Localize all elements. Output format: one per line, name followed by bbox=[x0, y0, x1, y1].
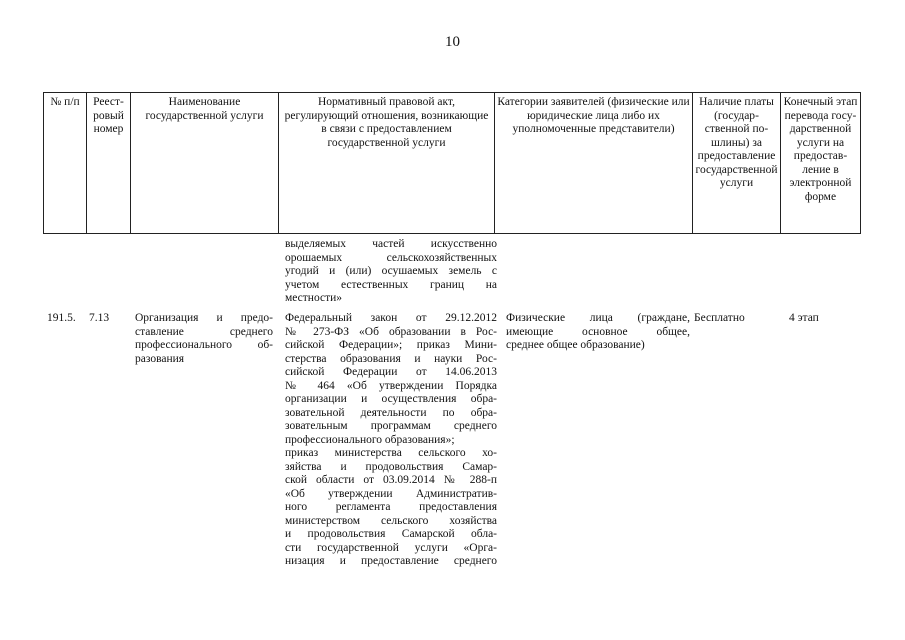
continuation-text bbox=[285, 238, 497, 306]
legal-act-line: № 464 «Об утверждении Порядка bbox=[285, 379, 497, 392]
legal-act-line: профессионального образования»; bbox=[285, 433, 455, 446]
legal-act-line: зяйства и продовольствия Самар- bbox=[285, 460, 497, 473]
continuation-line: местности» bbox=[285, 292, 343, 304]
row-legal-act bbox=[285, 312, 497, 569]
row-service-name bbox=[135, 312, 273, 366]
header-number: № п/п bbox=[44, 93, 87, 234]
legal-act-line: и продовольствия Самарской обла- bbox=[285, 528, 497, 540]
row-registry-number: 7.13 bbox=[89, 312, 110, 324]
service-name-line: Организация и предо- bbox=[135, 312, 273, 324]
header-fee: Наличие платы (государственной пошлины) за предоставление государственной услуги bbox=[693, 93, 781, 234]
applicant-line: Физические лица (граждане, bbox=[506, 312, 690, 324]
page-number: 10 bbox=[445, 34, 460, 50]
service-name-line: ставление среднего bbox=[135, 325, 273, 338]
applicant-line: среднее общее образование) bbox=[506, 339, 645, 351]
legal-act-line: «Об утверждении Административ- bbox=[285, 487, 497, 500]
legal-act-line: стерства образования и науки Рос- bbox=[285, 352, 497, 365]
service-name-line: разования bbox=[135, 352, 185, 365]
legal-act-line: сийской Федерации от 14.06.2013 bbox=[285, 366, 497, 378]
legal-act-line: сийской Федерации»; приказ Мини- bbox=[285, 339, 497, 351]
row-applicant-categories bbox=[506, 312, 690, 353]
legal-act-line: министерством сельского хозяйства bbox=[285, 514, 497, 527]
continuation-line: угодий и (или) осушаемых земель с bbox=[285, 265, 497, 277]
header-final-stage: Конечный этап перевода государственной услуги на предоставление в электронной форме bbox=[781, 93, 861, 234]
continuation-line: выделяемых частей искусственно bbox=[285, 238, 497, 250]
continuation-line: орошаемых сельскохозяйственных bbox=[285, 251, 497, 264]
table-body bbox=[43, 238, 860, 640]
continuation-line: учетом естественных границ на bbox=[285, 278, 497, 291]
legal-act-line: сти государственной услуги «Орга- bbox=[285, 541, 497, 554]
legal-act-line: зовательным программам среднего bbox=[285, 420, 497, 432]
legal-act-line: ного регламента предоставления bbox=[285, 501, 497, 513]
legal-act-line: низация и предоставление среднего bbox=[285, 555, 497, 567]
applicant-line: имеющие основное общее, bbox=[506, 325, 690, 338]
legal-act-line: зовательной деятельности по обра- bbox=[285, 406, 497, 419]
header-legal-act: Нормативный правовой акт, регулирующий отношения, возникающие в связи с предоставлением государственной услуги bbox=[279, 93, 495, 234]
legal-act-line: приказ министерства сельского хо- bbox=[285, 447, 497, 459]
legal-act-line: № 273-ФЗ «Об образовании в Рос- bbox=[285, 325, 497, 338]
legal-act-line: ской области от 03.09.2014 № 288-п bbox=[285, 474, 497, 486]
service-name-line: профессионального об- bbox=[135, 339, 273, 351]
services-table-header bbox=[43, 92, 861, 234]
legal-act-line: организации и осуществления обра- bbox=[285, 393, 497, 405]
header-applicant-categories: Категории заявителей (физические или юридические лица либо их уполномоченные представители) bbox=[495, 93, 693, 234]
header-registry-number: Реестровый номер bbox=[87, 93, 131, 234]
header-service-name: Наименование государственной услуги bbox=[131, 93, 279, 234]
row-number: 191.5. bbox=[47, 312, 76, 324]
row-fee: Бесплатно bbox=[694, 312, 745, 324]
legal-act-line: Федеральный закон от 29.12.2012 bbox=[285, 312, 497, 324]
row-final-stage: 4 этап bbox=[789, 312, 819, 324]
